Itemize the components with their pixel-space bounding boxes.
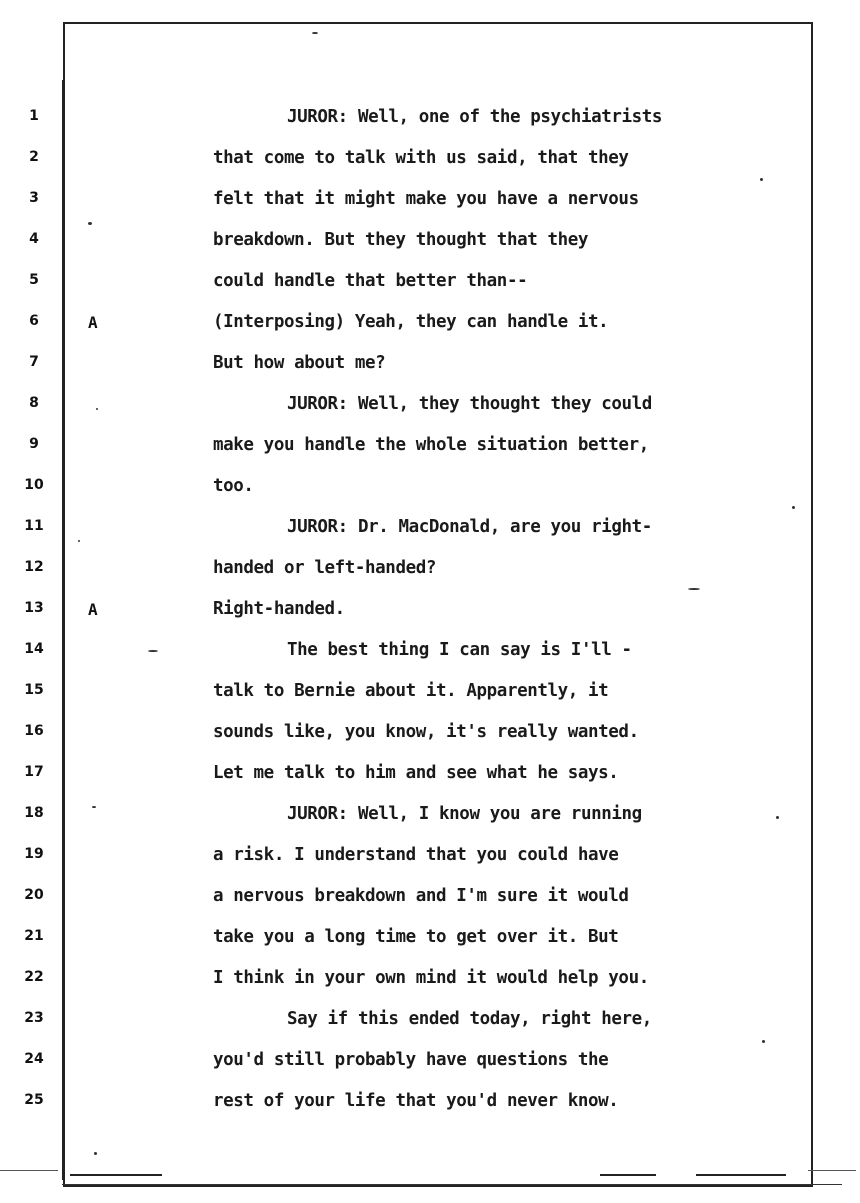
transcript-line: JUROR: Well, I know you are running [287, 804, 642, 824]
transcript-line: talk to Bernie about it. Apparently, it [213, 681, 609, 701]
line-number: 14 [24, 641, 44, 657]
scan-artifact [148, 650, 158, 652]
footer-dash [808, 1170, 856, 1171]
line-number: 13 [24, 600, 44, 616]
line-number: 9 [29, 436, 39, 452]
line-number: 21 [24, 928, 44, 944]
line-number: 24 [24, 1051, 44, 1067]
line-number: 16 [24, 723, 44, 739]
scan-artifact [88, 222, 92, 225]
transcript-line: Say if this ended today, right here, [287, 1009, 652, 1029]
transcript-line: a risk. I understand that you could have [213, 845, 619, 865]
line-number: 6 [29, 313, 39, 329]
line-number: 22 [24, 969, 44, 985]
transcript-line: But how about me? [213, 353, 386, 373]
transcript-line: that come to talk with us said, that they [213, 148, 629, 168]
footer-dash [70, 1174, 162, 1176]
scan-artifact [762, 1040, 765, 1043]
scan-artifact [92, 806, 96, 808]
line-number: 11 [24, 518, 44, 534]
line-number: 10 [24, 477, 44, 493]
scan-artifact [792, 506, 795, 509]
transcript-line: take you a long time to get over it. But [213, 927, 619, 947]
scan-artifact [78, 540, 80, 542]
transcript-line: could handle that better than-- [213, 271, 528, 291]
transcript-line: JUROR: Well, one of the psychiatrists [287, 107, 663, 127]
line-number: 3 [29, 190, 39, 206]
scan-artifact [760, 178, 763, 181]
transcript-line: rest of your life that you'd never know. [213, 1091, 619, 1111]
transcript-line: Right-handed. [213, 599, 345, 619]
line-number: 2 [29, 149, 39, 165]
transcript-line: Let me talk to him and see what he says. [213, 763, 619, 783]
line-number: 4 [29, 231, 39, 247]
line-number: 19 [24, 846, 44, 862]
line-number: 17 [24, 764, 44, 780]
transcript-line: I think in your own mind it would help you. [213, 968, 649, 988]
scan-artifact [94, 1152, 97, 1155]
scan-artifact [776, 816, 779, 819]
line-number: 25 [24, 1092, 44, 1108]
line-number: 7 [29, 354, 39, 370]
transcript-line: JUROR: Well, they thought they could [287, 394, 652, 414]
transcript-line: too. [213, 476, 254, 496]
transcript-line: felt that it might make you have a nervous [213, 189, 639, 209]
footer-dash [0, 1170, 58, 1171]
scan-artifact [688, 588, 700, 590]
line-number: 5 [29, 272, 39, 288]
footer-dash [600, 1174, 656, 1176]
scan-artifact [312, 32, 318, 34]
transcript-line: breakdown. But they thought that they [213, 230, 589, 250]
transcript-line: make you handle the whole situation better, [213, 435, 649, 455]
speaker-label: A [88, 313, 98, 332]
line-number: 1 [29, 108, 39, 124]
line-number: 12 [24, 559, 44, 575]
transcript-line: handed or left-handed? [213, 558, 436, 578]
speaker-label: A [88, 600, 98, 619]
transcript-line: The best thing I can say is I'll - [287, 640, 632, 660]
transcript-line: (Interposing) Yeah, they can handle it. [213, 312, 609, 332]
line-number: 8 [29, 395, 39, 411]
scan-artifact [96, 408, 98, 410]
footer-dash [696, 1174, 786, 1176]
transcript-line: you'd still probably have questions the [213, 1050, 609, 1070]
transcript-line: a nervous breakdown and I'm sure it would [213, 886, 629, 906]
transcript-line: JUROR: Dr. MacDonald, are you right- [287, 517, 652, 537]
transcript-line: sounds like, you know, it's really wanted. [213, 722, 639, 742]
line-number: 20 [24, 887, 44, 903]
bottom-rule [62, 1184, 842, 1185]
line-number: 23 [24, 1010, 44, 1026]
line-number: 15 [24, 682, 44, 698]
margin-rule [62, 80, 64, 1180]
line-number: 18 [24, 805, 44, 821]
